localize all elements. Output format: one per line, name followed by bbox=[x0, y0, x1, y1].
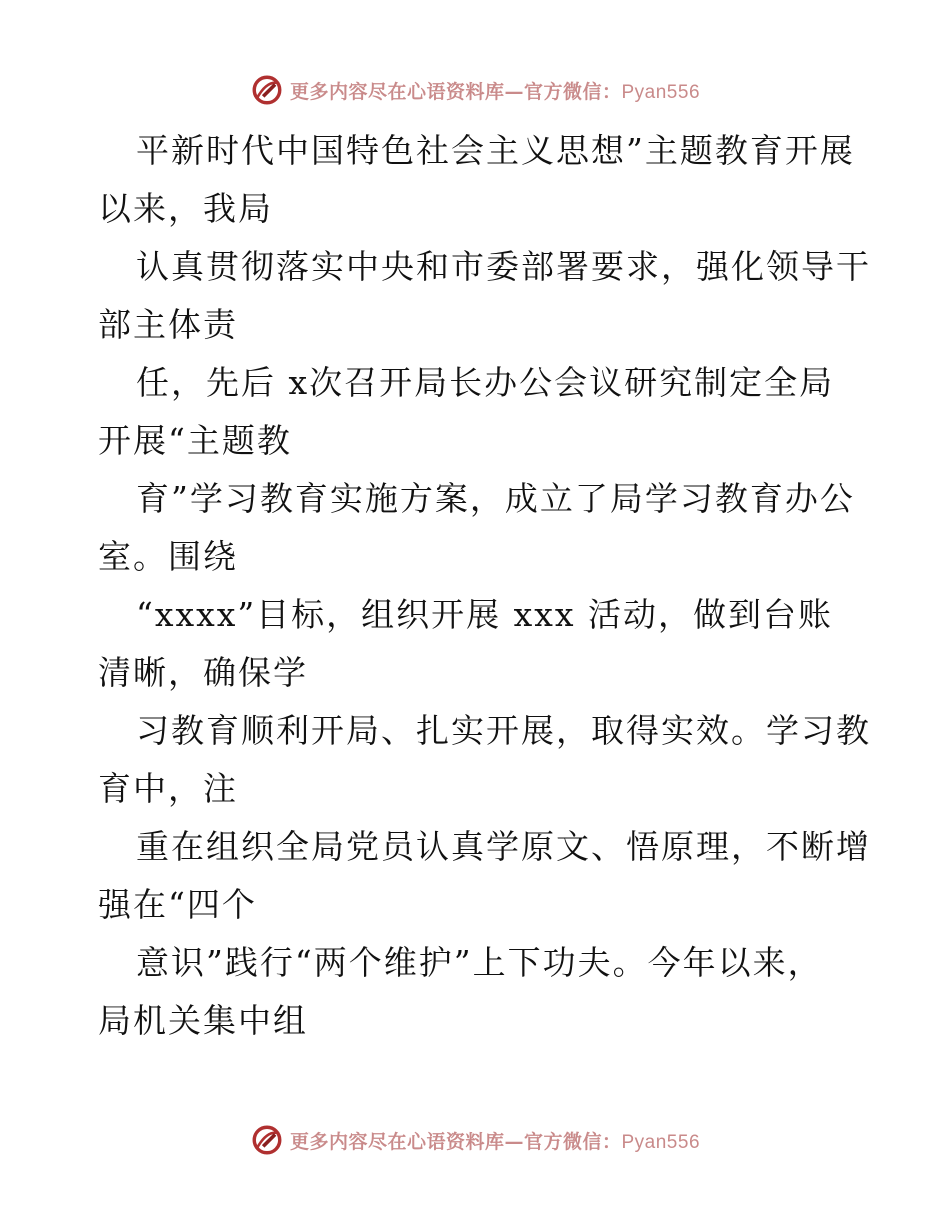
text-line: 清晰，确保学 bbox=[98, 653, 308, 692]
footer-watermark bbox=[0, 1120, 950, 1160]
text-line: 重在组织全局党员认真学原文、悟原理，不断增 bbox=[136, 827, 871, 866]
text-line: 认真贯彻落实中央和市委部署要求，强化领导干 bbox=[136, 247, 871, 286]
text-line: 强在“四个 bbox=[98, 885, 257, 924]
text-line: 以来，我局 bbox=[98, 189, 273, 228]
text-line: 习教育顺利开局、扎实开展，取得实效。学习教 bbox=[136, 711, 871, 750]
text-line: 局机关集中组 bbox=[98, 1001, 308, 1040]
watermark-wechat-id: Pyan556 bbox=[621, 81, 701, 103]
document-body bbox=[98, 122, 871, 1050]
text-line: 室。围绕 bbox=[98, 537, 238, 576]
text-line: 意识”践行“两个维护”上下功夫。今年以来， bbox=[136, 943, 823, 982]
text-line: 任，先后 x次召开局长办公会议研究制定全局 bbox=[136, 363, 835, 402]
red-swirl-pen-logo-icon bbox=[250, 1123, 284, 1157]
text-line: 育”学习教育实施方案，成立了局学习教育办公 bbox=[136, 479, 855, 518]
watermark-wechat-id: Pyan556 bbox=[621, 1131, 701, 1153]
text-line: 育中，注 bbox=[98, 769, 238, 808]
text-line: 平新时代中国特色社会主义思想”主题教育开展 bbox=[136, 131, 855, 170]
header-watermark bbox=[0, 70, 950, 110]
watermark-text bbox=[290, 77, 700, 104]
watermark-main-text: 更多内容尽在心语资料库—官方微信： bbox=[289, 1130, 622, 1153]
watermark-text bbox=[290, 1127, 700, 1154]
text-line: “xxxx”目标，组织开展 xxx 活动，做到台账 bbox=[136, 595, 833, 634]
text-line: 开展“主题教 bbox=[98, 421, 292, 460]
red-swirl-pen-logo-icon bbox=[250, 73, 284, 107]
watermark-main-text: 更多内容尽在心语资料库—官方微信： bbox=[289, 80, 622, 103]
text-line: 部主体责 bbox=[98, 305, 238, 344]
